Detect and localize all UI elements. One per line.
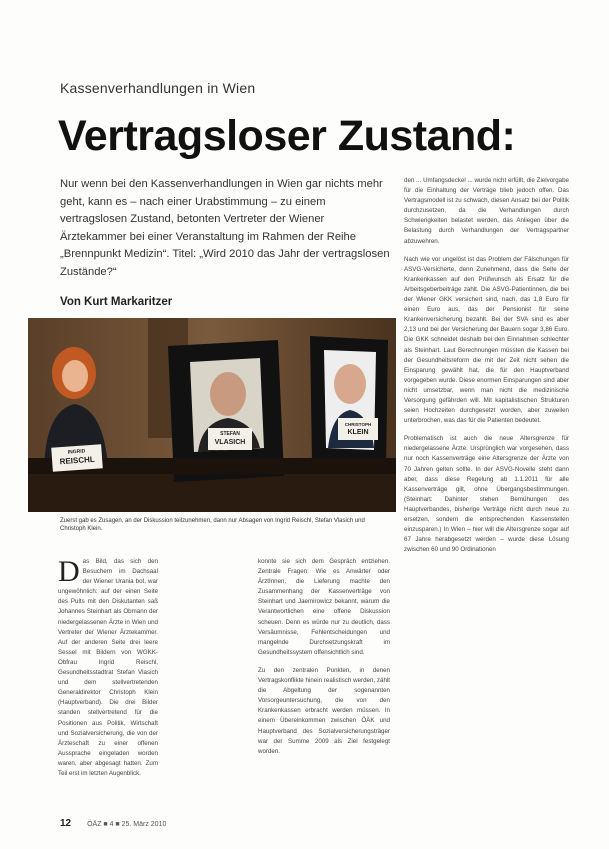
col3-paragraph-1: den ... Umfangsdeckel ... wurde nicht erfüllt, die Zielvorgabe für die Einhaltung der Verträge blieb jedoch offen. Das Vertragsmodell ist zu schwach, diesen Ansatz bei der Politik durchzusetzen, da die Verhandlungen durch Schwierigkeiten belastet werden, das Anliegen über die Belastung durch Verhandlungen der Vertragspartner abzuwehren. <box>404 177 569 245</box>
body-column-2 <box>258 557 390 765</box>
name-sign-left <box>51 444 103 471</box>
article-byline: Von Kurt Markaritzer <box>60 296 173 308</box>
col2-paragraph-2: Zu den zentralen Punkten, in denen Vertragskonflikte hinein realistisch werden, zählt die Abgeltung der sogenannten Vorsorgeuntersuchung, die von den Krankenkassen erbracht werden müssen. In einem Übereinkommen zwischen ÖÄK und Hauptverband des Sozialversicherungsträger war der Summe 2009 als Ziel festgelegt worden. <box>258 666 390 755</box>
page-number: 12 <box>60 818 72 829</box>
sign-left-first: INGRID <box>67 448 86 456</box>
name-sign-right <box>338 418 378 440</box>
article-lead: Nur wenn bei den Kassenverhandlungen in Wien gar nichts mehr geht, kann es – nach einer Urabstimmung – zu einem vertragslosen Zustand, betonten Vertreter der Wiener Ärztekammer bei einer Veranstaltung im Rahmen der Reihe „Brennpunkt Medizin“. Titel: „Wird 2010 das Jahr der vertragslosen Zustände?“ <box>60 178 390 278</box>
article-photo <box>28 318 396 512</box>
sign-middle-last: VLASICH <box>214 439 246 446</box>
col1-text: as Bild, das sich den Besuchern im Dachsaal der Wiener Urania bot, war ungewöhnlich: auf der einen Seite des Pults mit den Diskutanten saß Johannes Steinhart als Obmann der niedergelassenen Ärzte in Wien und Vertreter der Wiener Ärztekammer. Auf der anderen Seite drei leere Sessel mit Bildern von WGKK-Obfrau Ingrid Reischl, Gesundheitsstadtrat Stefan Vlasich und dem stellvertretenden Generaldirektor Christoph Klein (Hauptverband). Die drei Bilder standen stellvertretend für die Positionen aus Politik, Wirtschaft und Sozialversicherung, die von der Ärzteschaft zu einer offenen Aussprache eingeladen worden waren, aber abgesagt hatten. Zum Teil erst im letzten Augenblick. <box>58 558 158 777</box>
body-column-3 <box>404 176 569 563</box>
section-kicker: Kassenverhandlungen in Wien <box>60 80 256 96</box>
sign-right-last: KLEIN <box>347 429 369 436</box>
sign-middle-first: STEFAN <box>220 431 240 437</box>
col3-paragraph-2: Nach wie vor ungelöst ist das Problem der Fälschungen für ASVG-Versicherte, denn Zunehmend, dass die Seite der Krankenkassen auf den Prüfwunsch als Ersatz für die Arbeitsgeberbeiträge zahlt. Die ASVG-Patientinnen, die bei der Wiener GKK versichert sind, nach, das 1,8 Euro für einen Euro aus, das der Pensionist für seine Krankenversicherung bezahlt. Bei der SVA sind es aber 2,13 und bei der Versicherung der Bauern sogar 3,86 Euro. Die GKK schneidet deshalb bei den Einnahmen schlechter als Steinhart. Laut Berechnungen müssten die Kassen bei der Gesundheitsreform die mit der Zeit nicht sehen die Einsparung gewählt hat, die für den Hauptverband vorgegeben wurde. Diese enormen Einsparungen sind aber nicht umsetzbar, wenn man nicht die medizinische Versorgung gefährden will. Mit kapitalistischen Strukturen seien Hochzeiten durchgesetzt worden, aber zuweilen unterbrochen, was das für die Patienten bedeutet. <box>404 255 569 425</box>
sign-left-last: REISCHL <box>59 454 96 467</box>
issue-info: ÖÄZ ■ 4 ■ 25. März 2010 <box>87 821 167 828</box>
col3-paragraph-3: Problematisch ist auch die neue Altersgrenze für niedergelassene Ärzte. Ursprünglich war vorgesehen, dass nur noch Kassenverträge eine Altersgrenze der Ärzte von 70 Jahren gelten sollte. In der ASVG-Novelle steht dann aber, dass diese Regelung ab 1.1.2011 für alle Kassenverträge gilt, ohne Übergangsbestimmungen. (Steinhart: Dahinter stehen Bemühungen des Hauptverbandes, bisherige Verträge nicht durch neue zu ersetzen, sondern die entsprechenden Kassenstellen einzusparen.) In Wien – hier will die Altersgrenze sogar auf 67 Jahre herabgesetzt werden – wurde diese Lösung zwischen 60 und 90 Ordinationen <box>404 435 569 554</box>
col2-paragraph-1: konnte sie sich dem Gespräch entziehen. Zentrale Fragen: Wie es Anwärter oder ÄrztInnen, die Lieferung machte den Zusammenhang der Kassenverträge von Steinhart und Jaemirowicz bekannt, warum die Verantwortlichen eine offene Diskussion scheuen. Denn es würde nur zu deutlich, dass Versäumnisse, Fehlentscheidungen und mangelnde Durchsetzungskraft im Gesundheitssystem offensichtlich sind. <box>258 558 390 656</box>
sign-right-first: CHRISTOPH <box>344 422 372 427</box>
name-sign-middle <box>208 428 252 450</box>
photo-caption: Zuerst gab es Zusagen, an der Diskussion teilzunehmen, dann nur Absagen von Ingrid Reischl, Stefan Vlasich und Christoph Klein. <box>60 518 365 532</box>
page-footer <box>60 818 166 829</box>
drop-cap: D <box>58 555 80 588</box>
article-headline: Vertragsloser Zustand: <box>58 112 516 160</box>
photo-illustration <box>28 318 396 512</box>
body-column-1 <box>58 557 158 787</box>
